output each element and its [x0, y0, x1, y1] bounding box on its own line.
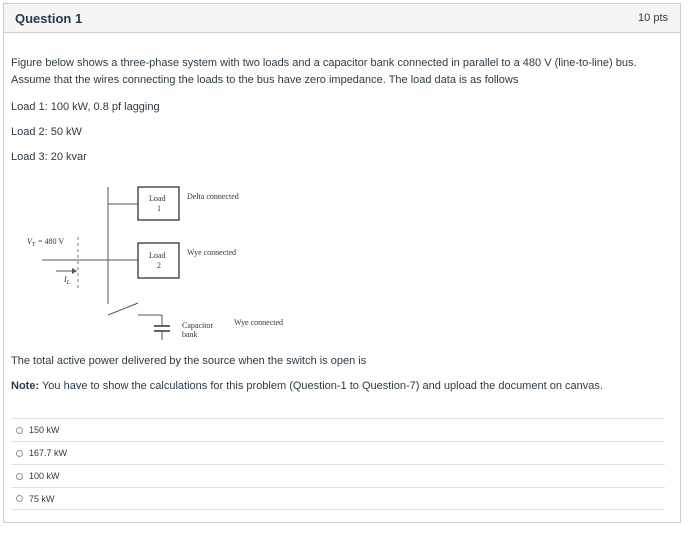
circuit-diagram — [20, 182, 320, 352]
answer-label: 150 kW — [29, 425, 60, 435]
load1-description: Delta connected — [187, 192, 239, 201]
current-symbol: $I_L$ — [64, 275, 71, 286]
intro-line-1: Figure below shows a three-phase system with two loads and a capacitor bank connected in parallel to a 480 V (line-to-line) bus. — [11, 57, 637, 69]
capacitor-label: Capacitor — [182, 321, 214, 330]
radio-button[interactable] — [16, 473, 23, 480]
load-2-text: Load 2: 50 kW — [11, 126, 82, 138]
answer-label: 167.7 kW — [29, 448, 68, 458]
note-label: Note: — [11, 380, 40, 392]
load2-label: Load — [149, 251, 166, 260]
load1-number: 1 — [157, 204, 161, 213]
answer-option[interactable] — [11, 441, 665, 464]
radio-button[interactable] — [16, 450, 23, 457]
load1-label: Load — [149, 194, 166, 203]
intro-line-2: Assume that the wires connecting the loads to the bus have zero impedance. The load data is as follows — [11, 74, 519, 86]
question-prompt: The total active power delivered by the source when the switch is open is — [11, 355, 367, 367]
capacitor-label-bank: bank — [182, 330, 198, 339]
current-arrowhead — [72, 268, 77, 274]
note-text: You have to show the calculations for this problem (Question-1 to Question-7) and upload the document on canvas. — [39, 380, 603, 392]
capacitor-description: Wye connected — [234, 318, 284, 327]
question-title: Question 1 — [15, 10, 83, 26]
answer-label: 100 kW — [29, 471, 60, 481]
voltage-symbol: $V_T$ — [27, 237, 36, 248]
load2-description: Wye connected — [187, 248, 237, 257]
answer-list — [11, 418, 665, 510]
question-points: 10 pts — [638, 12, 668, 24]
answer-label: 75 kW — [29, 493, 55, 504]
load-1-text: Load 1: 100 kW, 0.8 pf lagging — [11, 101, 160, 113]
voltage-value: = 480 V — [38, 237, 65, 246]
question-text — [11, 55, 671, 89]
answer-option[interactable] — [11, 487, 665, 510]
question-header — [4, 4, 680, 33]
radio-button[interactable] — [16, 427, 23, 434]
answer-option[interactable] — [11, 418, 665, 441]
load-3-text: Load 3: 20 kvar — [11, 151, 87, 163]
switch-blade — [108, 303, 138, 315]
radio-button[interactable] — [16, 495, 23, 502]
answer-option[interactable] — [11, 464, 665, 487]
question-note — [11, 380, 603, 392]
load2-number: 2 — [157, 261, 161, 270]
